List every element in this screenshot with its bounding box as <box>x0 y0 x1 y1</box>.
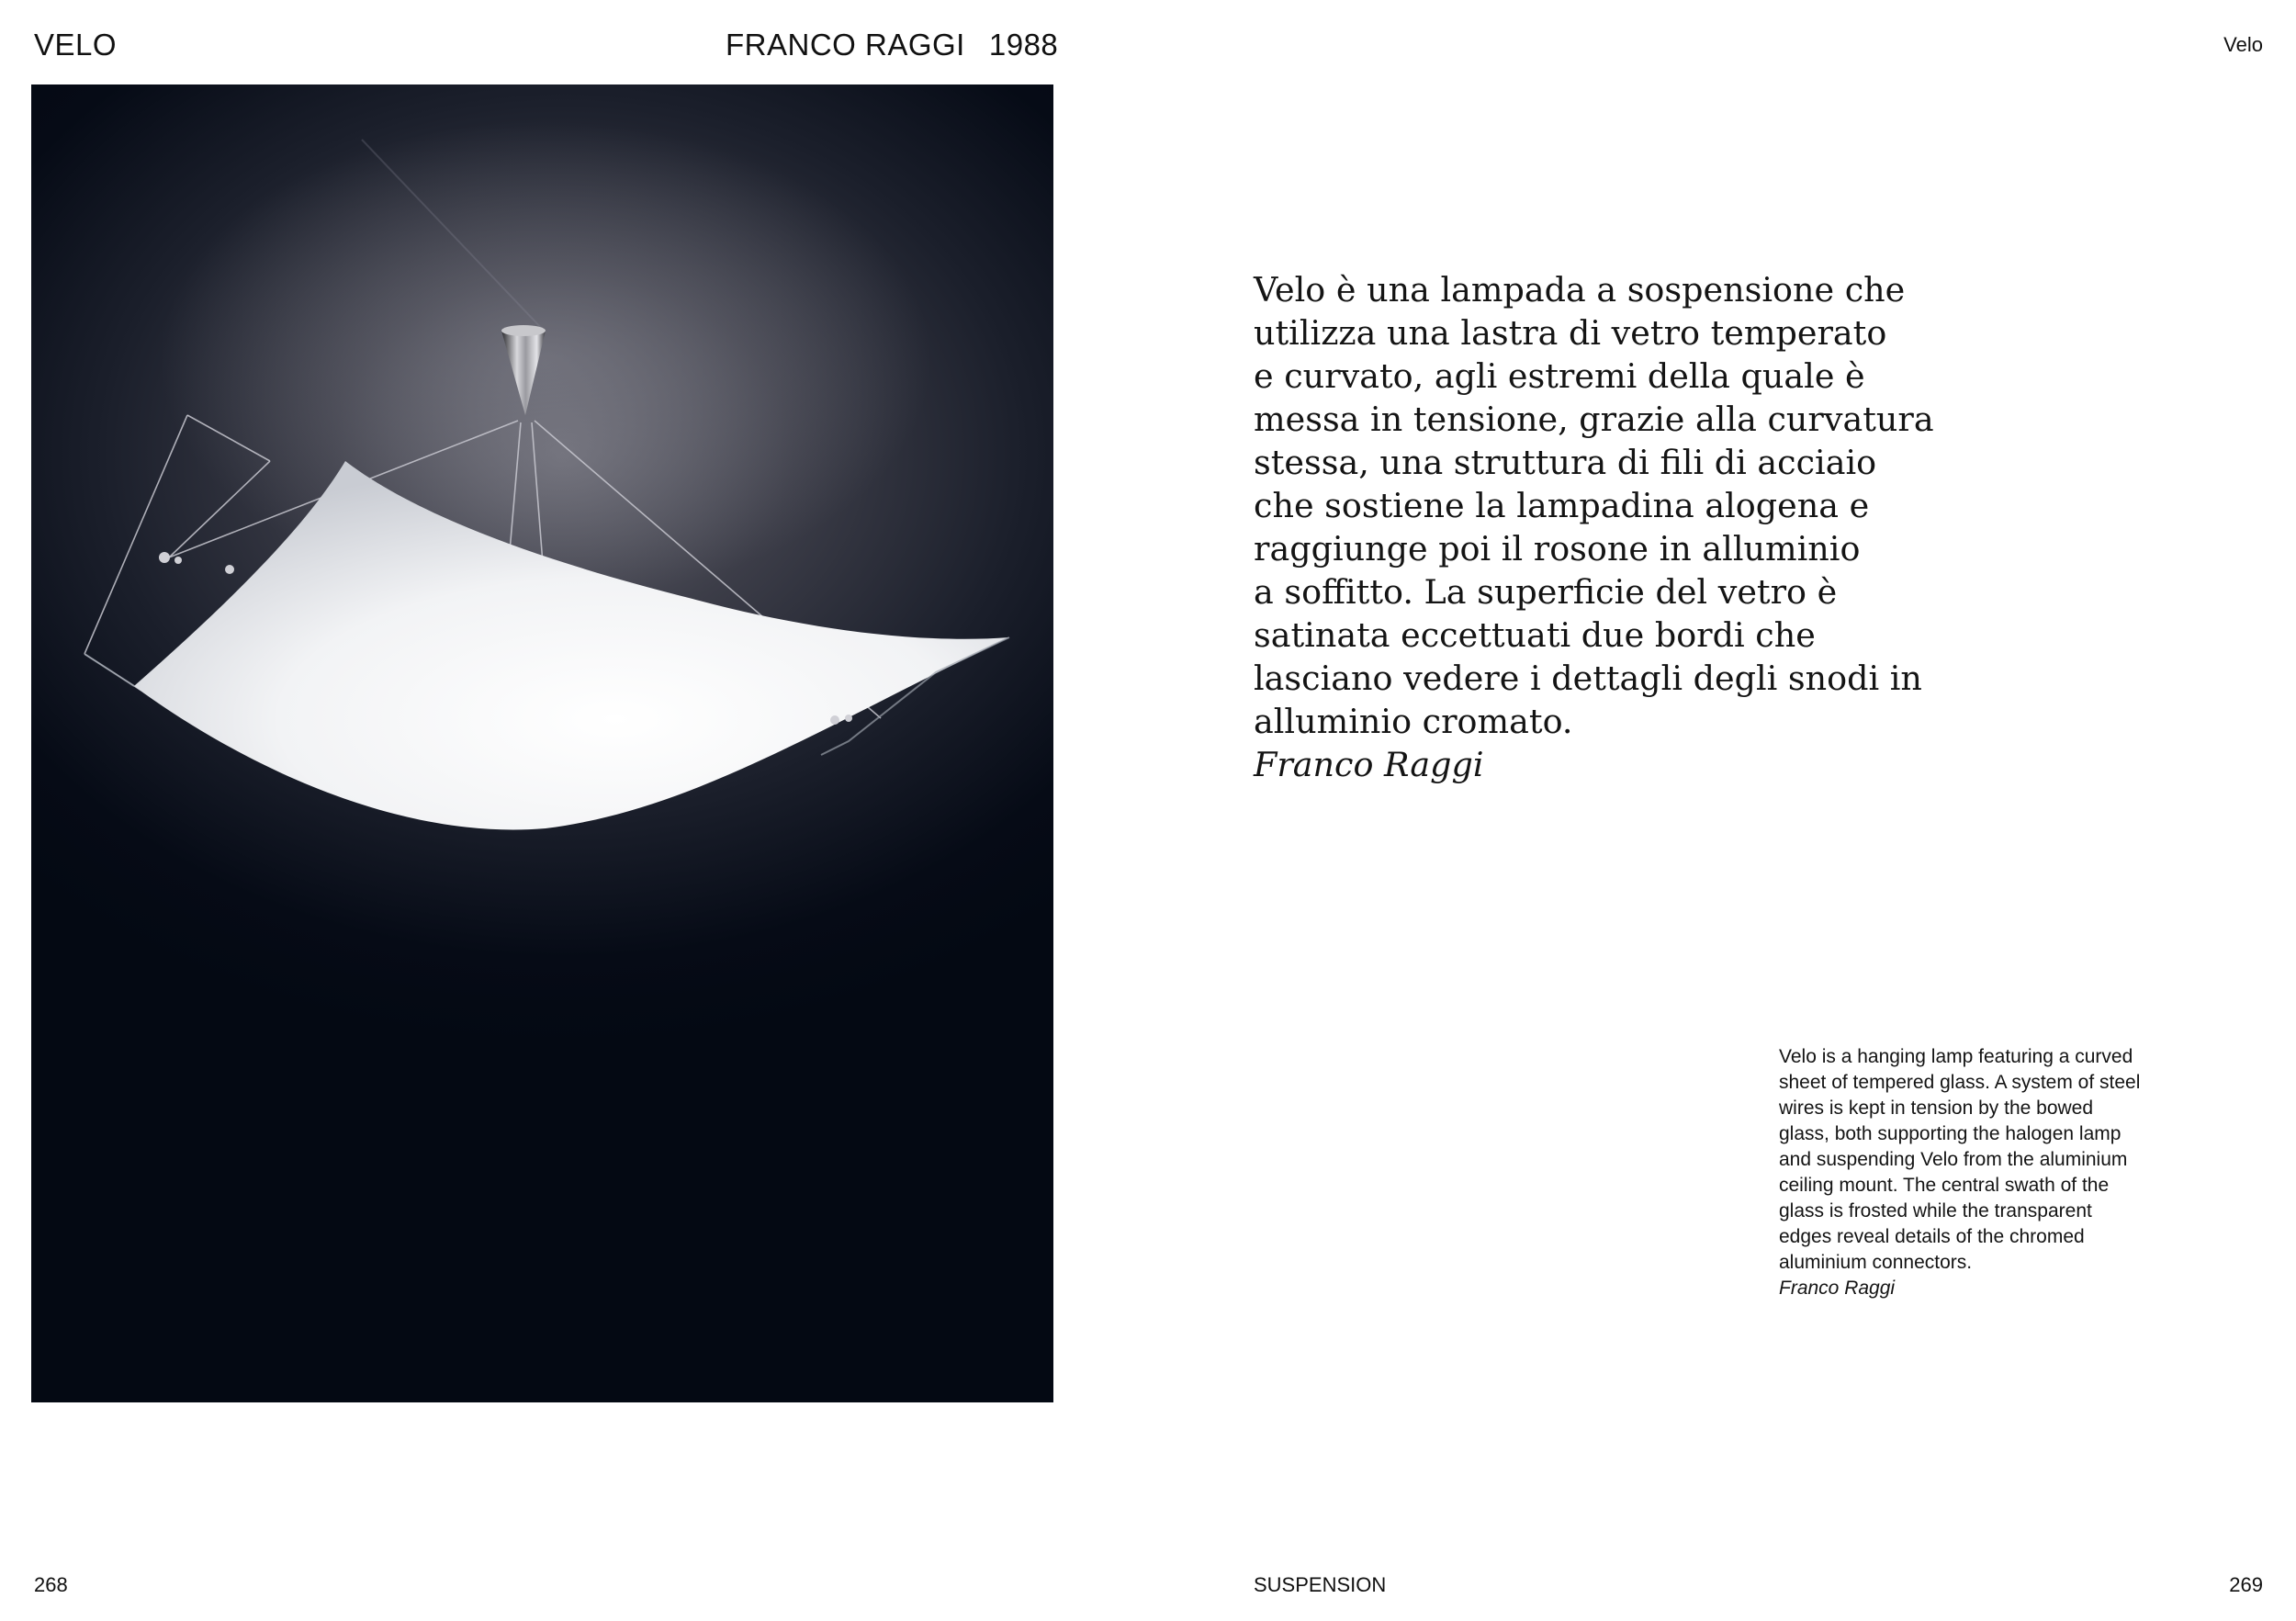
ceiling-rose <box>501 325 546 336</box>
ceiling-glow <box>160 121 931 599</box>
product-name: VELO <box>34 28 118 62</box>
english-quote-text: Velo is a hanging lamp featuring a curved sheet of tempered glass. A system of steel wires is kept in tension by the bowed glass, both supporting the halogen lamp and suspending Velo from the aluminium ceiling mount. The central swath of the glass is frosted while the transparent edges reveal details of the chromed aluminium connectors. <box>1779 1046 2141 1273</box>
designer-year-header <box>726 28 1058 62</box>
year: 1988 <box>988 28 1059 62</box>
english-description <box>1779 1044 2183 1301</box>
italian-quote-author: Franco Raggi <box>1254 745 1484 784</box>
pendant-lamp-photo-icon <box>31 84 1053 1402</box>
italian-quote-text: Velo è una lampada a sospensione che utilizza una lastra di vetro temperato e curvato, agli estremi della quale è messa in tensione, grazie alla curvatura stessa, una struttura di fili di acciaio che sostiene la lampadina alogena e raggiunge poi il rosone in alluminio a soffitto. La superficie del vetro è satinata eccettuati due bordi che lasciano vedere i dettagli degli snodi in alluminio cromato. <box>1254 270 1934 741</box>
glass-edge-left <box>84 654 134 686</box>
english-quote-author: Franco Raggi <box>1779 1278 1896 1299</box>
section-label: SUSPENSION <box>1254 1573 1387 1596</box>
designer-name: FRANCO RAGGI <box>726 28 965 62</box>
italian-description <box>1254 268 1952 786</box>
page-number-right: 269 <box>2229 1573 2263 1596</box>
lamp-photo <box>31 84 1053 1402</box>
running-title: Velo <box>2223 33 2263 56</box>
page-number-left: 268 <box>34 1573 68 1596</box>
right-page <box>1148 0 2296 1621</box>
